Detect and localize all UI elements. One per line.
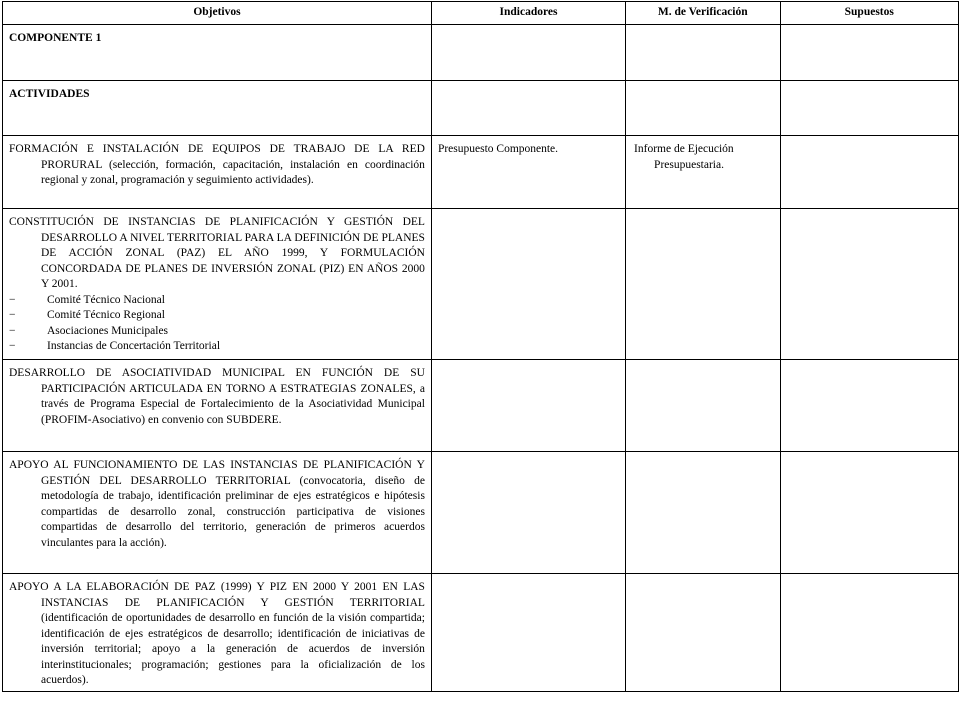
table-row: [3, 136, 959, 209]
header-indicadores: Indicadores: [431, 2, 625, 25]
empty-cell: [431, 209, 625, 360]
instancias-list: [9, 293, 425, 355]
header-supuestos: Supuestos: [780, 2, 959, 25]
objetivo-formacion: FORMACIÓN E INSTALACIÓN DE EQUIPOS DE TRABAJO DE LA RED PRORURAL (selección, formación, capacitación, instalación en coordinación regional y zonal, programación y seguimiento actividades).: [3, 136, 432, 209]
list-item: − Instancias de Concertación Territorial: [9, 340, 221, 352]
empty-cell: [431, 81, 625, 136]
indicador-formacion: Presupuesto Componente.: [431, 136, 625, 209]
table-row: [3, 25, 959, 81]
table-row: [3, 360, 959, 452]
verificacion-formacion: Informe de Ejecución Presupuestaria.: [626, 136, 780, 209]
empty-cell: [626, 81, 780, 136]
table-row: [3, 209, 959, 360]
empty-cell: [626, 360, 780, 452]
objetivo-constitucion: CONSTITUCIÓN DE INSTANCIAS DE PLANIFICACIÓN Y GESTIÓN DEL DESARROLLO A NIVEL TERRITORIAL PARA LA DEFINICIÓN DE PLANES DE ACCIÓN ZONAL (PAZ) EL AÑO 1999, Y FORMULACIÓN CONCORDADA DE PLANES DE INVERSIÓN ZONAL (PIZ) EN AÑOS 2000 Y 2001.: [9, 216, 425, 290]
componente-label: COMPONENTE 1: [3, 25, 432, 81]
actividades-label: ACTIVIDADES: [3, 81, 432, 136]
logframe-table: [2, 1, 959, 692]
table-row: [3, 452, 959, 574]
empty-cell: [780, 209, 959, 360]
empty-cell: [780, 360, 959, 452]
empty-cell: [431, 360, 625, 452]
empty-cell: [626, 209, 780, 360]
table-row: [3, 81, 959, 136]
objetivo-apoyo-funcionamiento: APOYO AL FUNCIONAMIENTO DE LAS INSTANCIAS DE PLANIFICACIÓN Y GESTIÓN DEL DESARROLLO TERRITORIAL (convocatoria, diseño de metodología de trabajo, identificación preliminar de ejes estratégicos e hipótesis compartidas de desarrollo zonal, construcción participativa de visiones compartidas de desarrollo del territorio, generación de primeros acuerdos vinculantes para la acción).: [3, 452, 432, 574]
empty-cell: [431, 25, 625, 81]
table-row: [3, 574, 959, 692]
empty-cell: [780, 452, 959, 574]
header-verificacion: M. de Verificación: [626, 2, 780, 25]
empty-cell: [780, 81, 959, 136]
objetivo-constitucion-cell: [3, 209, 432, 360]
empty-cell: [780, 574, 959, 692]
empty-cell: [780, 136, 959, 209]
empty-cell: [431, 452, 625, 574]
objetivo-desarrollo: DESARROLLO DE ASOCIATIVIDAD MUNICIPAL EN FUNCIÓN DE SU PARTICIPACIÓN ARTICULADA EN TORNO A ESTRATEGIAS ZONALES, a través de Programa Especial de Fortalecimiento de la Asociatividad Municipal (PROFIM-Asociativo) en convenio con SUBDERE.: [3, 360, 432, 452]
list-item: − Comité Técnico Regional: [9, 309, 165, 321]
header-row: [3, 2, 959, 25]
objetivo-apoyo-elaboracion: APOYO A LA ELABORACIÓN DE PAZ (1999) Y PIZ EN 2000 Y 2001 EN LAS INSTANCIAS DE PLANIFICACIÓN Y GESTIÓN TERRITORIAL (identificación de oportunidades de desarrollo en función de la visión compartida; identificación de ejes estratégicos de desarrollo; identificación de iniciativas de inversión territorial; apoyo a la generación de acuerdos de inversión interinstitucionales; programación; gestiones para la oficialización de los acuerdos).: [3, 574, 432, 692]
list-item: − Asociaciones Municipales: [9, 324, 169, 337]
empty-cell: [780, 25, 959, 81]
empty-cell: [626, 574, 780, 692]
list-item: − Comité Técnico Nacional: [9, 293, 165, 306]
empty-cell: [431, 574, 625, 692]
header-objetivos: Objetivos: [3, 2, 432, 25]
empty-cell: [626, 452, 780, 574]
empty-cell: [626, 25, 780, 81]
